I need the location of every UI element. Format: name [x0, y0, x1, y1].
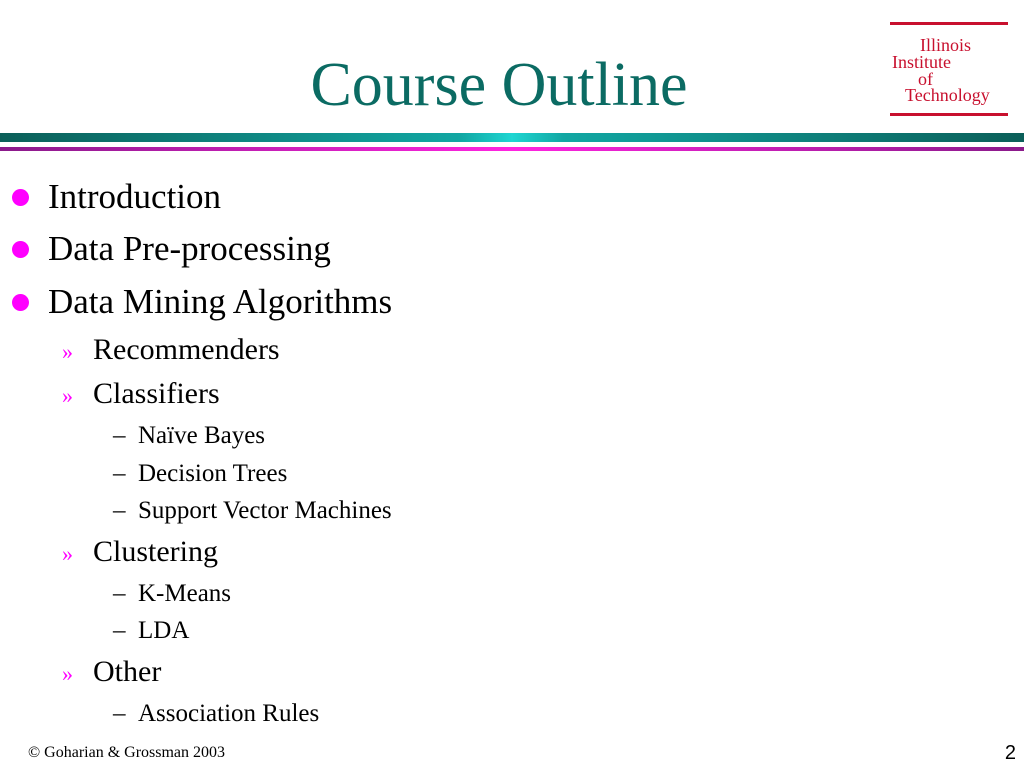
outline-subsubitem-text: Decision Trees — [138, 460, 288, 487]
dash-marker: – — [113, 460, 126, 487]
dash-marker: – — [113, 580, 126, 607]
outline-item-text: Data Pre-processing — [48, 229, 331, 268]
logo-word-of: of — [918, 69, 933, 89]
outline-subsubitem-text: Association Rules — [138, 700, 320, 727]
bullet-dot-icon — [12, 189, 29, 206]
outline-subitem-text: Clustering — [93, 535, 218, 568]
outline-subsubitem-text: Support Vector Machines — [138, 497, 392, 524]
outline-subitem-text: Classifiers — [93, 377, 220, 410]
outline-item-text: Data Mining Algorithms — [48, 282, 393, 321]
chevron-double-right-icon: » — [62, 339, 73, 364]
logo-word-institute: Institute — [892, 52, 951, 72]
outline-item-text: Introduction — [48, 177, 222, 216]
chevron-double-right-icon: » — [62, 541, 73, 566]
logo-word-technology: Technology — [905, 85, 990, 105]
outline-subitem-text: Other — [93, 655, 162, 688]
outline-subsubitem-text: LDA — [138, 617, 190, 644]
dash-marker: – — [113, 422, 126, 449]
outline-subitem-text: Recommenders — [93, 333, 280, 366]
bullet-dot-icon — [12, 294, 29, 311]
dash-marker: – — [113, 617, 126, 644]
dash-marker: – — [113, 497, 126, 524]
chevron-double-right-icon: » — [62, 661, 73, 686]
footer-copyright: © Goharian & Grossman 2003 — [28, 744, 226, 761]
slide-title: Course Outline — [310, 51, 688, 119]
outline-subsubitem-text: K-Means — [138, 580, 232, 607]
logo-word-illinois: Illinois — [920, 35, 972, 55]
chevron-double-right-icon: » — [62, 383, 73, 408]
dash-marker: – — [113, 700, 126, 727]
page-number: 2 — [1004, 742, 1016, 764]
outline-subsubitem-text: Naïve Bayes — [138, 422, 266, 449]
bullet-dot-icon — [12, 241, 29, 258]
